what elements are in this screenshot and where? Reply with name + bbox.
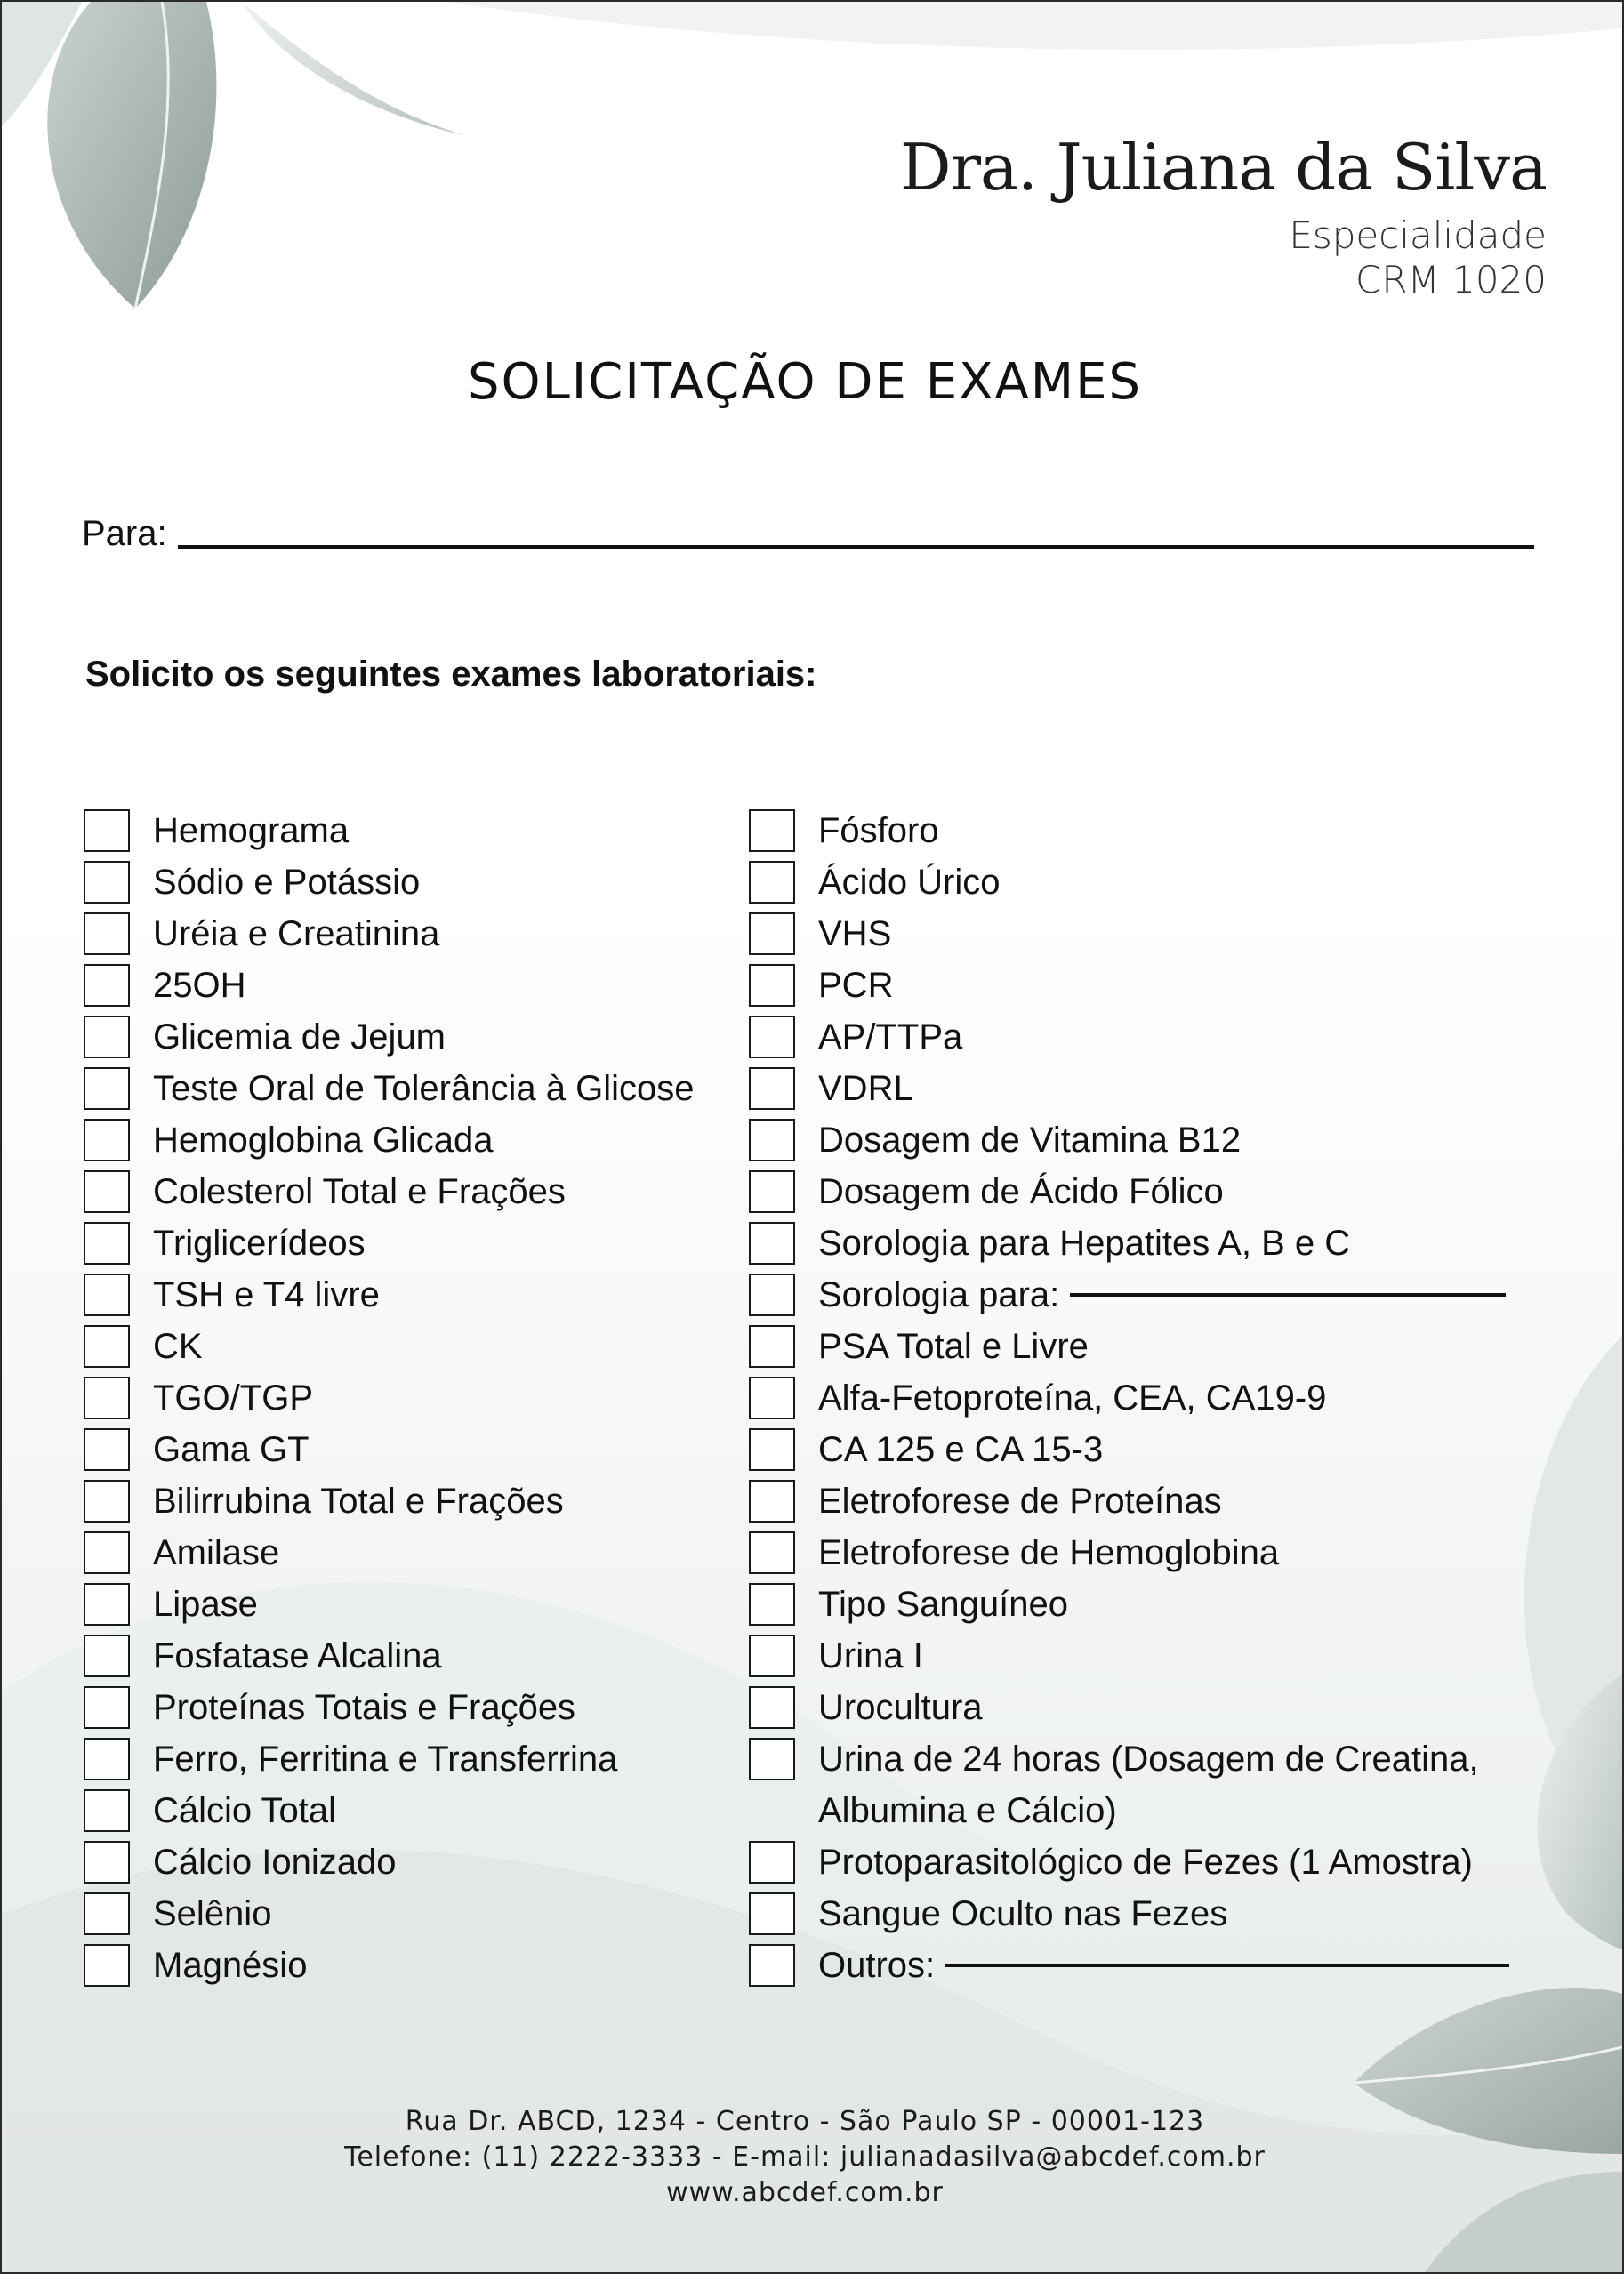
exam-label: Teste Oral de Tolerância à Glicose: [153, 1068, 695, 1108]
exam-label: AP/TTPa: [818, 1016, 963, 1057]
exam-item: [749, 1269, 1509, 1321]
exam-label: TSH e T4 livre: [153, 1274, 380, 1314]
exam-item: [749, 960, 1509, 1011]
page-title: SOLICITAÇÃO DE EXAMES: [467, 353, 1143, 411]
exam-item: [749, 1114, 1509, 1166]
exam-checkbox[interactable]: [84, 1686, 130, 1729]
exam-checkbox[interactable]: [84, 1325, 130, 1368]
footer-website: www.abcdef.com.br: [666, 2177, 944, 2208]
exam-label: PSA Total e Livre: [818, 1326, 1089, 1366]
exam-label: Outros:: [818, 1945, 936, 1985]
exam-checkbox[interactable]: [749, 1222, 795, 1265]
exam-item: [749, 1063, 1509, 1114]
exam-checkbox[interactable]: [749, 1531, 795, 1574]
exam-checkbox[interactable]: [84, 1016, 130, 1058]
exam-item: [84, 1269, 694, 1321]
exam-item: [84, 1579, 694, 1630]
exam-checkbox[interactable]: [749, 809, 795, 852]
doctor-specialty: Especialidade: [1289, 213, 1547, 257]
exam-label: Urocultura: [818, 1687, 983, 1727]
exam-label: Ácido Úrico: [818, 862, 1001, 902]
para-input-line[interactable]: [178, 545, 1534, 549]
exam-checkbox[interactable]: [749, 1583, 795, 1626]
exam-checkbox[interactable]: [84, 809, 130, 852]
exam-checkbox[interactable]: [749, 1686, 795, 1729]
exam-label: TGO/TGP: [153, 1378, 313, 1418]
exam-item: [84, 1475, 694, 1527]
exam-checkbox[interactable]: [84, 964, 130, 1007]
exam-checkbox[interactable]: [749, 1377, 795, 1419]
exam-item: [84, 1630, 694, 1682]
footer: [2, 2104, 1608, 2211]
exam-checkbox[interactable]: [749, 1738, 795, 1780]
exam-label: Colesterol Total e Frações: [153, 1171, 566, 1211]
exam-label: Cálcio Total: [153, 1790, 337, 1830]
exam-checkbox[interactable]: [84, 1635, 130, 1677]
exam-item: [749, 1166, 1509, 1217]
sorologia-blank-line[interactable]: [1070, 1293, 1506, 1297]
exam-checkbox[interactable]: [84, 1583, 130, 1626]
exam-label: Triglicerídeos: [153, 1223, 366, 1263]
exam-label: Protoparasitológico de Fezes (1 Amostra): [818, 1842, 1473, 1882]
para-label: Para:: [82, 514, 167, 553]
exam-checkbox[interactable]: [84, 1274, 130, 1316]
exam-checkbox[interactable]: [749, 964, 795, 1007]
exam-item: [84, 1682, 694, 1733]
exam-item: [749, 1733, 1509, 1785]
exam-item: [84, 1940, 694, 1991]
exam-checkbox[interactable]: [749, 1274, 795, 1316]
exam-label: Glicemia de Jejum: [153, 1016, 446, 1057]
exam-checkbox[interactable]: [84, 1892, 130, 1935]
exam-item: [749, 1836, 1509, 1888]
doctor-crm: CRM 1020: [1355, 258, 1547, 301]
exam-checkbox[interactable]: [84, 1480, 130, 1523]
exam-label: Proteínas Totais e Frações: [153, 1687, 576, 1727]
exam-label: Hemograma: [153, 810, 350, 850]
exam-label: Urina I: [818, 1635, 923, 1675]
exam-checkbox[interactable]: [749, 1016, 795, 1058]
exam-label: Sorologia para:: [818, 1274, 1060, 1314]
exam-checkbox[interactable]: [749, 1170, 795, 1213]
exam-checkbox[interactable]: [84, 912, 130, 955]
exam-checkbox[interactable]: [749, 1892, 795, 1935]
exam-label: CK: [153, 1326, 203, 1366]
exam-label: Ferro, Ferritina e Transferrina: [153, 1739, 618, 1779]
instruction-text: Solicito os seguintes exames laboratoriais:: [85, 655, 817, 694]
exam-label: Eletroforese de Hemoglobina: [818, 1532, 1280, 1572]
exam-checkbox[interactable]: [749, 1325, 795, 1368]
exam-item: [749, 1011, 1509, 1063]
exam-label: Urina de 24 horas (Dosagem de Creatina,: [818, 1739, 1479, 1779]
para-row: [82, 514, 1534, 554]
exam-label: VHS: [818, 913, 892, 953]
exam-checkbox[interactable]: [84, 1067, 130, 1110]
exam-item: [84, 1217, 694, 1269]
exam-checkbox[interactable]: [749, 1067, 795, 1110]
exam-item: [84, 1063, 694, 1114]
exam-item: [84, 1114, 694, 1166]
exam-item: [84, 1166, 694, 1217]
exam-item: [84, 908, 694, 960]
exam-label: Magnésio: [153, 1945, 308, 1985]
exam-item: [749, 908, 1509, 960]
exam-checkbox[interactable]: [84, 1222, 130, 1265]
exam-item: [84, 960, 694, 1011]
exam-label: Fósforo: [818, 810, 939, 850]
exam-checkbox[interactable]: [749, 1119, 795, 1161]
exam-label: Selênio: [153, 1893, 272, 1933]
exam-checkbox[interactable]: [84, 1377, 130, 1419]
exam-label: PCR: [818, 965, 894, 1005]
exam-item: [749, 1682, 1509, 1733]
exam-item: [749, 1321, 1509, 1372]
exam-checkbox[interactable]: [749, 861, 795, 904]
exam-label: Sorologia para Hepatites A, B e C: [818, 1223, 1351, 1263]
exam-checkbox[interactable]: [749, 1428, 795, 1471]
exam-item: [84, 1527, 694, 1579]
exam-checkbox[interactable]: [84, 1789, 130, 1832]
exam-label: Uréia e Creatinina: [153, 913, 440, 953]
exam-item: [749, 856, 1509, 908]
exam-item: [84, 805, 694, 856]
exam-label: Hemoglobina Glicada: [153, 1120, 494, 1160]
exam-checkbox[interactable]: [749, 912, 795, 955]
exam-list-left: [84, 805, 694, 1991]
exam-label: Albumina e Cálcio): [818, 1790, 1117, 1830]
exam-item: [84, 856, 694, 908]
exam-label: Sódio e Potássio: [153, 862, 421, 902]
exam-label: 25OH: [153, 965, 246, 1005]
exam-item: [749, 1527, 1509, 1579]
exam-item: [749, 805, 1509, 856]
exam-checkbox[interactable]: [84, 861, 130, 904]
exam-label: Tipo Sanguíneo: [818, 1584, 1068, 1624]
exam-list-right: [749, 805, 1509, 1991]
exam-label: Dosagem de Ácido Fólico: [818, 1171, 1224, 1211]
exam-item: [84, 1372, 694, 1424]
exam-label: Gama GT: [153, 1429, 310, 1469]
exam-label: Fosfatase Alcalina: [153, 1635, 442, 1675]
exam-label: Bilirrubina Total e Frações: [153, 1481, 564, 1521]
exam-item: [84, 1888, 694, 1940]
exam-checkbox[interactable]: [749, 1841, 795, 1884]
exam-checkbox[interactable]: [84, 1170, 130, 1213]
exam-item: [749, 1888, 1509, 1940]
doctor-header: [899, 130, 1547, 302]
exam-item: [749, 1475, 1509, 1527]
exam-label: Cálcio Ionizado: [153, 1842, 397, 1882]
exam-item-continuation: [749, 1785, 1509, 1836]
exam-item: [84, 1321, 694, 1372]
footer-contact: Telefone: (11) 2222-3333 - E-mail: julianadasilva@abcdef.com.br: [344, 2141, 1266, 2173]
exam-checkbox[interactable]: [749, 1944, 795, 1987]
exam-item: [749, 1217, 1509, 1269]
exam-item: [749, 1940, 1509, 1991]
exam-item: [84, 1733, 694, 1785]
exam-label: Sangue Oculto nas Fezes: [818, 1893, 1228, 1933]
outros-blank-line[interactable]: [945, 1964, 1509, 1967]
exam-label: Eletroforese de Proteínas: [818, 1481, 1222, 1521]
exam-label: Alfa-Fetoproteína, CEA, CA19-9: [818, 1378, 1327, 1418]
exam-checkbox[interactable]: [84, 1944, 130, 1987]
exam-label: VDRL: [818, 1068, 913, 1108]
exam-item: [84, 1836, 694, 1888]
exam-checkbox[interactable]: [749, 1635, 795, 1677]
exam-label: Amilase: [153, 1532, 280, 1572]
exam-checkbox[interactable]: [84, 1119, 130, 1161]
doctor-name: Dra. Juliana da Silva: [899, 130, 1547, 205]
exam-checkbox[interactable]: [749, 1480, 795, 1523]
exam-checkbox[interactable]: [84, 1841, 130, 1884]
exam-label: Lipase: [153, 1584, 258, 1624]
exam-checkbox[interactable]: [84, 1738, 130, 1780]
exam-item: [84, 1785, 694, 1836]
exam-label: Dosagem de Vitamina B12: [818, 1120, 1242, 1160]
exam-item: [749, 1579, 1509, 1630]
exam-item: [749, 1372, 1509, 1424]
exam-checkbox[interactable]: [84, 1531, 130, 1574]
exam-label: CA 125 e CA 15-3: [818, 1429, 1104, 1469]
exam-item: [84, 1011, 694, 1063]
exam-item: [749, 1424, 1509, 1475]
exam-item: [84, 1424, 694, 1475]
exam-checkbox[interactable]: [84, 1428, 130, 1471]
footer-address: Rua Dr. ABCD, 1234 - Centro - São Paulo SP - 00001-123: [405, 2106, 1205, 2137]
exam-item: [749, 1630, 1509, 1682]
